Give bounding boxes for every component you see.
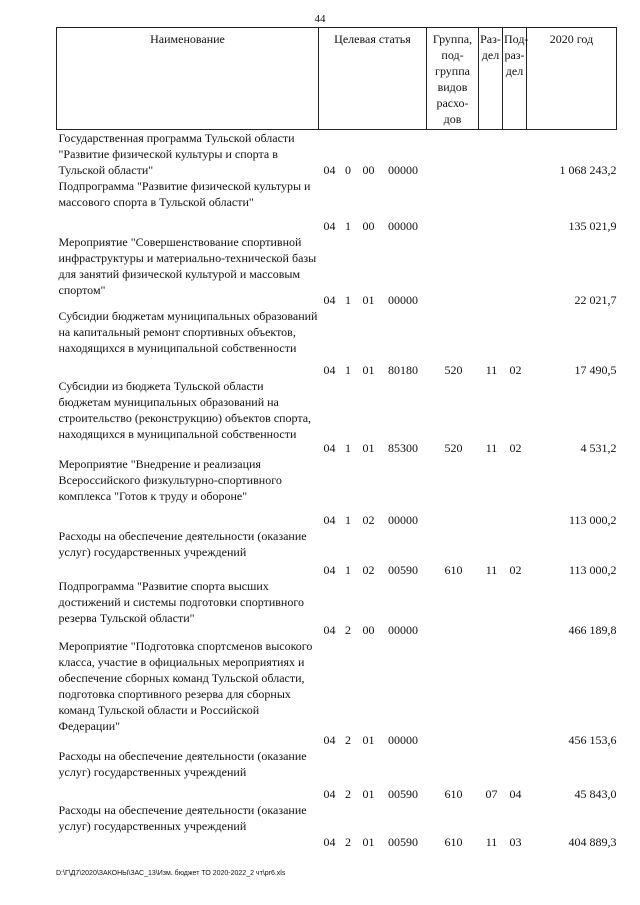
header-razdel: Раз-дел	[479, 28, 503, 130]
code-program: 04	[323, 293, 336, 307]
row-podrazdel	[503, 234, 527, 308]
row-sum-2020: 113 000,2	[568, 513, 617, 527]
row-expense-group: 520	[444, 363, 463, 377]
page-number: 44	[314, 13, 326, 25]
code-direction: 00000	[388, 513, 418, 527]
code-subprogram: 0	[345, 163, 351, 177]
table-row	[57, 578, 617, 638]
row-name: Расходы на обеспечение деятельности (оказание услуг) государственных учреждений	[58, 749, 307, 779]
row-sum-2020: 466 189,8	[568, 623, 617, 637]
row-sum-2020: 1 068 243,2	[559, 163, 617, 177]
code-measure: 01	[362, 293, 375, 307]
budget-table	[56, 27, 617, 850]
table-row	[57, 528, 617, 578]
row-name: Мероприятие "Подготовка спортсменов высокого класса, участие в официальных мероприятиях и обеспечение сборных команд Тульской области, подготовка спортивного резерва для сборных команд Тульской области и Российской Федерации"	[58, 639, 313, 733]
row-razdel: 11	[485, 441, 498, 455]
code-program: 04	[323, 623, 336, 637]
row-razdel	[479, 578, 503, 638]
row-name: Подпрограмма "Развитие спорта высших достижений и системы подготовки спортивного резерва Тульской области"	[58, 579, 304, 625]
code-program: 04	[323, 363, 336, 377]
code-direction: 80180	[388, 363, 418, 377]
row-name: Государственная программа Тульской области "Развитие физической культуры и спорта в Тульской области"	[58, 131, 295, 177]
code-subprogram: 2	[345, 733, 351, 747]
row-razdel: 11	[485, 363, 498, 377]
row-razdel	[479, 178, 503, 234]
row-podrazdel: 04	[509, 787, 522, 801]
row-expense-group	[427, 638, 479, 748]
row-podrazdel: 02	[509, 563, 522, 577]
table-row	[57, 802, 617, 850]
code-measure: 02	[362, 563, 375, 577]
row-target-article	[319, 802, 427, 850]
row-name: Мероприятие "Внедрение и реализация Всероссийского физкультурно-спортивного комплекса "Готов к труду и обороне"	[58, 457, 282, 503]
code-measure: 02	[362, 513, 375, 527]
code-subprogram: 2	[345, 787, 351, 801]
row-expense-group: 610	[444, 787, 463, 801]
row-podrazdel	[503, 130, 527, 179]
row-sum-2020: 113 000,2	[568, 563, 617, 577]
row-expense-group	[427, 178, 479, 234]
code-subprogram: 1	[345, 513, 351, 527]
code-direction: 00000	[388, 219, 418, 233]
row-podrazdel	[503, 578, 527, 638]
row-podrazdel: 03	[509, 835, 522, 849]
header-target-article: Целевая статья	[319, 28, 427, 130]
row-target-article	[319, 178, 427, 234]
table-row	[57, 308, 617, 378]
code-measure: 00	[362, 623, 375, 637]
row-expense-group	[427, 234, 479, 308]
row-target-article	[319, 378, 427, 456]
table-body	[57, 130, 617, 851]
footer-file-path: D:\Г\Д7\2020\ЗАКОНЫ\ЗАС_13\Изм. бюджет ТО 2020-2022_2 чт\pr6.xls	[56, 870, 286, 877]
table-row	[57, 234, 617, 308]
row-expense-group: 610	[444, 563, 463, 577]
row-target-article	[319, 308, 427, 378]
row-name: Подпрограмма "Развитие физической культуры и массового спорта в Тульской области"	[58, 179, 311, 209]
header-name: Наименование	[57, 28, 319, 130]
row-razdel: 11	[485, 563, 498, 577]
table-row	[57, 456, 617, 528]
table-row	[57, 378, 617, 456]
code-measure: 01	[362, 733, 375, 747]
code-subprogram: 2	[345, 835, 351, 849]
code-direction: 00590	[388, 787, 418, 801]
row-sum-2020: 4 531,2	[580, 441, 617, 455]
row-sum-2020: 456 153,6	[568, 733, 617, 747]
table-row	[57, 638, 617, 748]
row-razdel: 11	[485, 835, 498, 849]
row-expense-group	[427, 578, 479, 638]
code-direction: 85300	[388, 441, 418, 455]
row-name: Расходы на обеспечение деятельности (оказание услуг) государственных учреждений	[58, 803, 307, 833]
code-program: 04	[323, 787, 336, 801]
row-expense-group: 610	[444, 835, 463, 849]
row-razdel	[479, 130, 503, 179]
code-measure: 00	[362, 219, 375, 233]
code-measure: 01	[362, 441, 375, 455]
code-direction: 00000	[388, 163, 418, 177]
row-name: Мероприятие "Совершенствование спортивной инфраструктуры и материально-технической базы для занятий физической культурой и массовым спортом"	[58, 235, 317, 297]
table-row	[57, 178, 617, 234]
header-podrazdel: Под-раз-дел	[503, 28, 527, 130]
row-target-article	[319, 130, 427, 179]
code-measure: 01	[362, 363, 375, 377]
row-target-article	[319, 578, 427, 638]
code-program: 04	[323, 835, 336, 849]
row-name: Расходы на обеспечение деятельности (оказание услуг) государственных учреждений	[58, 529, 307, 559]
row-target-article	[319, 528, 427, 578]
row-sum-2020: 17 490,5	[574, 363, 617, 377]
row-podrazdel	[503, 638, 527, 748]
row-sum-2020: 22 021,7	[574, 293, 617, 307]
header-expense-group: Группа, под-группа видов расхо-дов	[427, 28, 479, 130]
row-razdel	[479, 234, 503, 308]
code-subprogram: 1	[345, 363, 351, 377]
code-program: 04	[323, 733, 336, 747]
code-measure: 00	[362, 163, 375, 177]
code-subprogram: 1	[345, 293, 351, 307]
table-header-row	[57, 28, 617, 130]
row-sum-2020: 45 843,0	[574, 787, 617, 801]
row-razdel: 07	[485, 787, 498, 801]
row-expense-group	[427, 456, 479, 528]
row-target-article	[319, 456, 427, 528]
table-row	[57, 130, 617, 179]
code-subprogram: 2	[345, 623, 351, 637]
code-direction: 00590	[388, 563, 418, 577]
code-program: 04	[323, 163, 336, 177]
row-razdel	[479, 456, 503, 528]
row-target-article	[319, 234, 427, 308]
code-subprogram: 1	[345, 563, 351, 577]
code-measure: 01	[362, 835, 375, 849]
row-name: Субсидии бюджетам муниципальных образований на капитальный ремонт спортивных объектов, находящихся в муниципальной собственности	[58, 309, 318, 355]
code-direction: 00000	[388, 623, 418, 637]
code-measure: 01	[362, 787, 375, 801]
code-program: 04	[323, 513, 336, 527]
row-podrazdel: 02	[509, 441, 522, 455]
row-sum-2020: 135 021,9	[568, 219, 617, 233]
table-row	[57, 748, 617, 802]
code-direction: 00590	[388, 835, 418, 849]
code-direction: 00000	[388, 293, 418, 307]
row-podrazdel: 02	[509, 363, 522, 377]
row-expense-group: 520	[444, 441, 463, 455]
code-subprogram: 1	[345, 441, 351, 455]
code-program: 04	[323, 219, 336, 233]
row-target-article	[319, 638, 427, 748]
row-target-article	[319, 748, 427, 802]
row-razdel	[479, 638, 503, 748]
code-direction: 00000	[388, 733, 418, 747]
row-expense-group	[427, 130, 479, 179]
code-program: 04	[323, 441, 336, 455]
header-year: 2020 год	[527, 28, 617, 130]
row-podrazdel	[503, 178, 527, 234]
row-name: Субсидии из бюджета Тульской области бюджетам муниципальных образований на строительство (реконструкцию) объектов спорта, находящихся в муниципальной собственности	[58, 379, 312, 441]
row-podrazdel	[503, 456, 527, 528]
code-subprogram: 1	[345, 219, 351, 233]
row-sum-2020: 404 889,3	[568, 835, 617, 849]
code-program: 04	[323, 563, 336, 577]
